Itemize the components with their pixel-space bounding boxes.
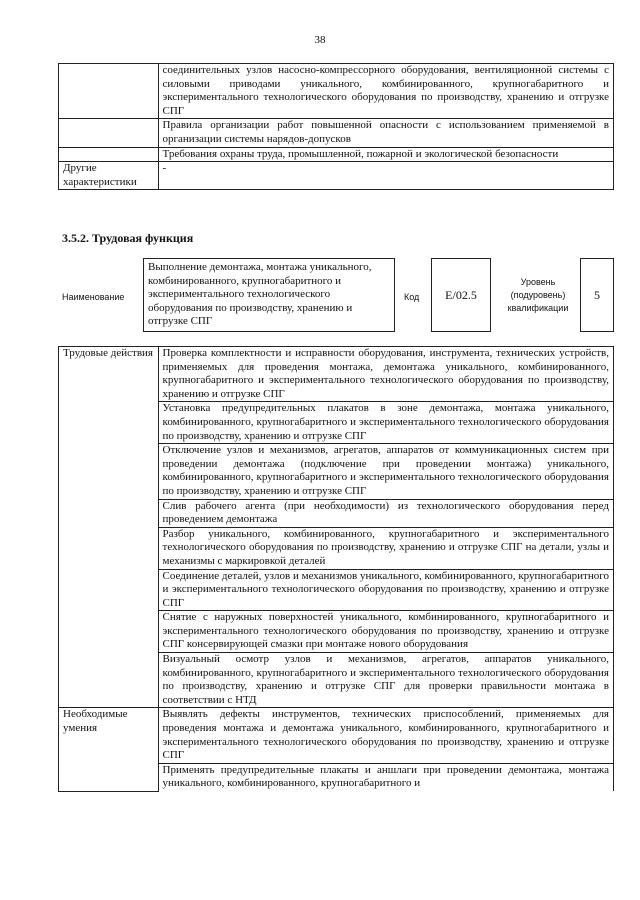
table-row bbox=[59, 708, 614, 763]
table-row bbox=[59, 347, 614, 402]
code-value: E/02.5 bbox=[431, 258, 491, 332]
code-label: Код bbox=[404, 292, 420, 302]
top-requirements-table bbox=[58, 63, 614, 190]
labor-action-item: Отключение узлов и механизмов, агрегатов, аппаратов от коммуникационных систем при проведении демонтажа (подключение при проведении монтажа) уникального, комбинированного, крупногабаритного и экспериментального технологического оборудования по производству, хранению и отгрузке СПГ bbox=[158, 444, 613, 499]
qualification-level-value: 5 bbox=[580, 258, 614, 332]
table-row bbox=[59, 64, 614, 119]
labor-action-item: Визуальный осмотр узлов и механизмов, агрегатов, аппаратов уникального, комбинированного, крупногабаритного и экспериментального технологического оборудования по производству, хранению и отгрузке СПГ для проверки правильности монтажа в соответствии с НТД bbox=[158, 653, 613, 708]
skill-item: Применять предупредительные плакаты и аншлаги при проведении демонтажа, монтажа уникального, комбинированного, крупногабаритного и bbox=[158, 763, 613, 791]
labor-action-item: Соединение деталей, узлов и механизмов уникального, комбинированного, крупногабаритного и экспериментального технологического оборудования по производству, хранению и отгрузке СПГ bbox=[158, 569, 613, 611]
function-header bbox=[62, 258, 614, 336]
table-row bbox=[59, 162, 614, 190]
name-label: Наименование bbox=[62, 292, 125, 302]
labor-actions-label: Трудовые действия bbox=[59, 347, 159, 708]
requirement-text: Правила организации работ повышенной опасности с использованием применяемой в организации системы нарядов-допусков bbox=[158, 119, 613, 147]
section-heading: 3.5.2. Трудовая функция bbox=[62, 231, 194, 245]
other-characteristics-label: Другие характеристики bbox=[59, 162, 159, 190]
labor-action-item: Разбор уникального, комбинированного, крупногабаритного и экспериментального технологического оборудования по производству, хранению и отгрузке СПГ на детали, узлы и механизмы с маркировкой деталей bbox=[158, 527, 613, 569]
table-row bbox=[59, 119, 614, 147]
labor-action-item: Установка предупредительных плакатов в зоне демонтажа, монтажа уникального, комбинированного, крупногабаритного и экспериментального технологического оборудования по производству, хранению и отгрузке СПГ bbox=[158, 402, 613, 444]
row-label bbox=[59, 119, 159, 147]
labor-action-item: Снятие с наружных поверхностей уникального, комбинированного, крупногабаритного и экспериментального технологического оборудования по производству, хранению и отгрузке СПГ консервирующей смазки при монтаже нового оборудования bbox=[158, 611, 613, 653]
table-row bbox=[59, 147, 614, 162]
row-label bbox=[59, 147, 159, 162]
labor-action-item: Проверка комплектности и исправности оборудования, инструмента, технических устройств, применяемых для проведения монтажа, демонтажа уникального, комбинированного, крупногабаритного и экспериментального технологического оборудования по производству, хранению и отгрузке СПГ bbox=[158, 347, 613, 402]
page-number: 38 bbox=[314, 34, 326, 46]
requirement-text: Требования охраны труда, промышленной, пожарной и экологической безопасности bbox=[158, 147, 613, 162]
qualification-level-label: Уровень (подуровень) квалификации bbox=[507, 277, 569, 313]
requirement-text: соединительных узлов насосно-компрессорного оборудования, вентиляционной системы с силовыми приводами уникального, комбинированного, крупногабаритного и экспериментального технологического оборудования по производству, хранению и отгрузке СПГ bbox=[158, 64, 613, 119]
required-skills-label: Необходимые умения bbox=[59, 708, 159, 791]
function-name: Выполнение демонтажа, монтажа уникального, комбинированного, крупногабаритного и экспериментального технологического оборудования по производству, хранению и отгрузке СПГ bbox=[143, 258, 395, 332]
skill-item: Выявлять дефекты инструментов, технических приспособлений, применяемых для проведения монтажа и демонтажа уникального, комбинированного, крупногабаритного и экспериментального технологического оборудования по производству, хранению и отгрузке СПГ bbox=[158, 708, 613, 763]
labor-function-table bbox=[58, 346, 614, 792]
labor-action-item: Слив рабочего агента (при необходимости) из технологического оборудования перед проведением демонтажа bbox=[158, 499, 613, 527]
other-characteristics-value: - bbox=[158, 162, 613, 190]
row-label bbox=[59, 64, 159, 119]
